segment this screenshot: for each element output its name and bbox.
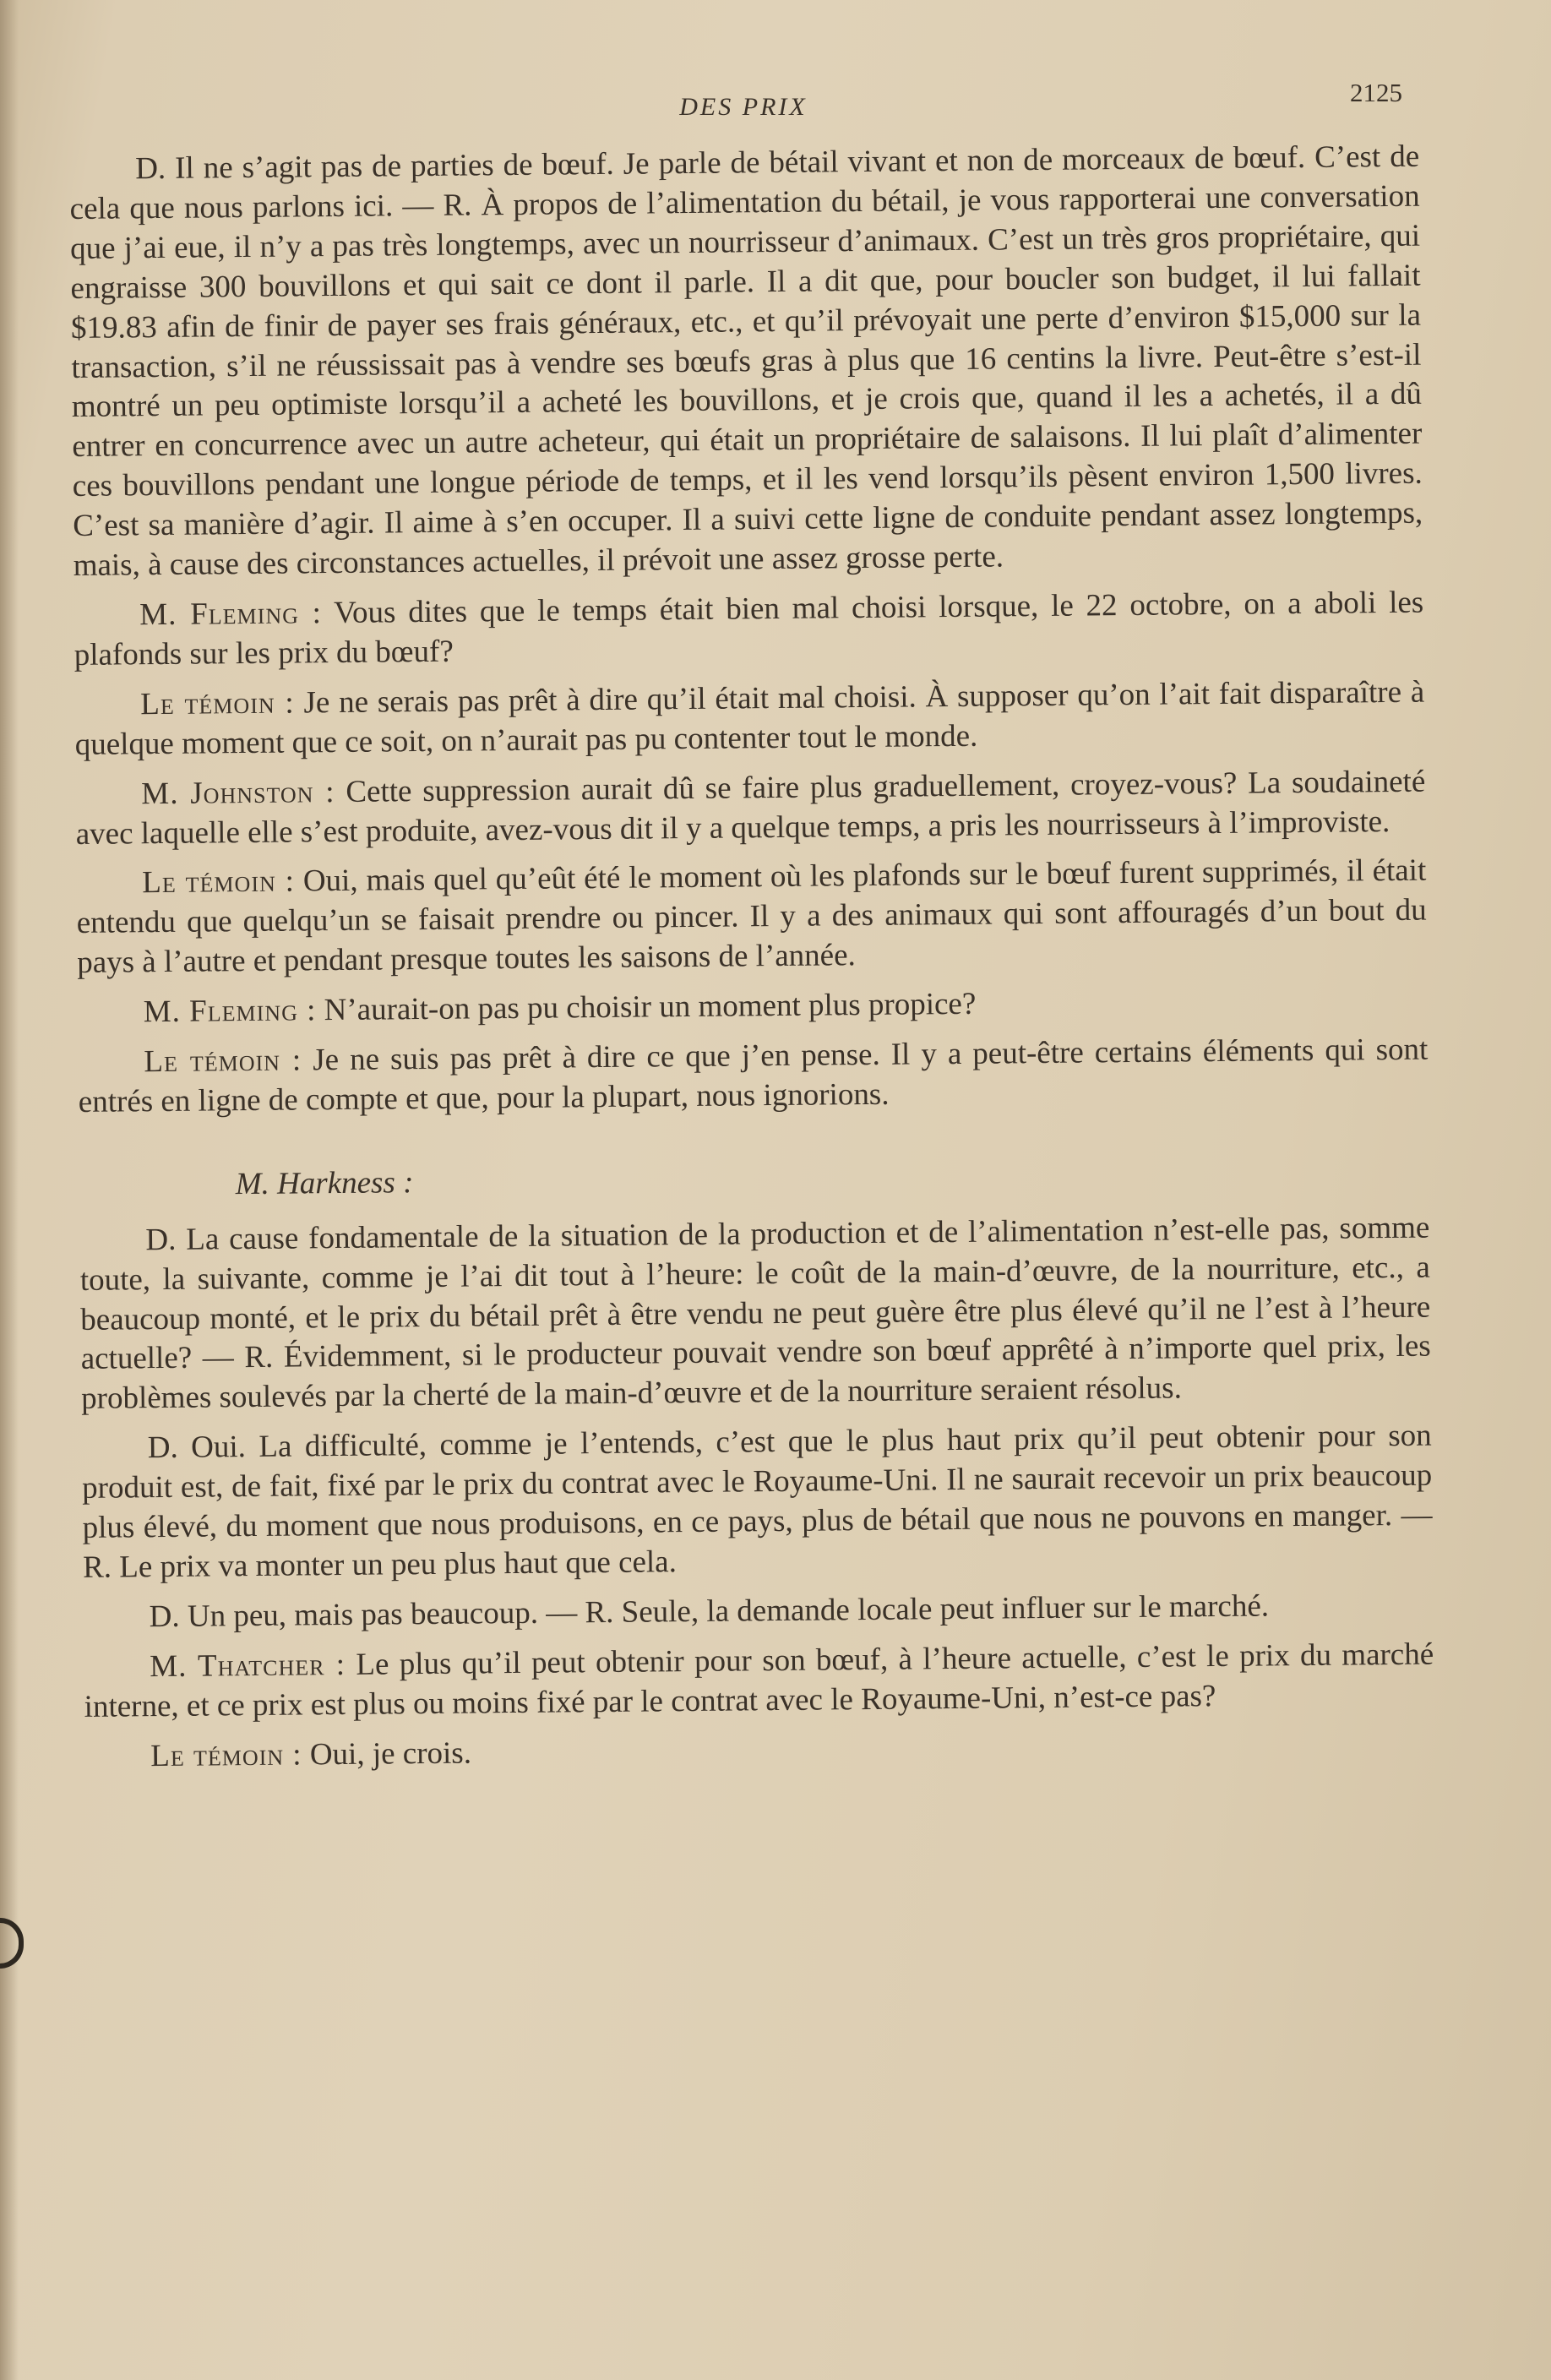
section-heading: M. Harkness : [235,1164,414,1202]
paragraph-text: Je ne serais pas prêt à dire qu’il était mal choisi. À supposer qu’on l’ait fait disparaître à quelque moment que ce soit, on n’aurait pas pu contenter tout le monde. [74,674,1425,762]
binding-hole-mark [0,1918,24,1969]
speaker-label: Le témoin : [144,1043,302,1080]
paragraph [83,1585,1433,1637]
paragraph-text: D. Il ne s’agit pas de parties de bœuf. Je parle de bétail vivant et non de morceaux de bœuf. C’est de cela que nous parlons ici. — R. À propos de l’alimentation du bétail, je vous rapporterai une conversation que j’ai eue, il n’y a pas très longtemps, avec un nourrisseur d’animaux. C’est un très gros propriétaire, qui engraisse 300 bouvillons et qui sait ce dont il parle. Il a dit que, pour boucler son budget, il lui fallait $19.83 afin de finir de payer ses frais généraux, etc., et qu’il prévoyait une perte d’environ $15,000 sur la transaction, s’il ne réussissait pas à vendre ses bœufs gras à plus que 16 centins la livre. Peut-être s’est-il montré un peu optimiste lorsqu’il a acheté les bouvillons, et je crois que, quand il les a achetés, il a dû entrer en concurrence avec un autre acheteur, qui était un propriétaire de salaisons. Il lui plaît d’alimenter ces bouvillons pendant une longue période de temps, et il les vend lorsqu’ils pèsent environ 1,500 livres. C’est sa manière d’agir. Il aime à s’en occuper. Il a suivi cette ligne de conduite pendant assez longtemps, mais, à cause des circonstances actuelles, il prévoit une assez grosse perte. [69,139,1423,584]
paragraph [73,584,1424,676]
speaker-label: M. Fleming : [143,993,317,1030]
paragraph-text: D. Oui. La difficulté, comme je l’entends, c’est que le plus haut prix qu’il peut obtenir pour son produit est, de fait, fixé par le prix du contrat avec le Royaume-Uni. Il ne saurait recevoir un prix beaucoup plus élevé, du moment que nous produisons, en ce pays, plus de bétail que nous ne pouvons en manger. — R. Le prix va monter un peu plus haut que cela. [82,1418,1433,1585]
paragraph [74,673,1425,765]
paragraph [75,762,1426,854]
paragraph-text: Le plus qu’il peut obtenir pour son bœuf, à l’heure actuelle, c’est le prix du marché interne, et ce prix est plus ou moins fixé par le contrat avec le Royaume-Uni, n’est-ce pas? [84,1637,1434,1724]
body-text [69,138,1435,1788]
speaker-label: M. Fleming : [139,596,323,633]
paragraph-text: D. Un peu, mais pas beaucoup. — R. Seule, la demande locale peut influer sur le marché. [149,1588,1270,1635]
speaker-label: Le témoin : [142,863,296,901]
speaker-label: M. Johnston : [141,774,335,811]
speaker-label: M. Thatcher : [150,1647,346,1684]
speaker-label: Le témoin : [140,685,295,722]
running-title: DES PRIX [679,93,808,121]
page-number: 2125 [1350,78,1402,107]
paragraph [76,852,1427,983]
paragraph [79,1208,1431,1419]
paragraph-text: Je ne suis pas prêt à dire ce que j’en pense. Il y a peut-être certains éléments qui sont entrés en ligne de compte et que, pour la plupart, nous ignorions. [78,1032,1429,1119]
binding-shadow [0,0,19,2380]
paragraph-text: Oui, mais quel qu’eût été le moment où les plafonds sur le bœuf furent supprimés, il était entendu que quelqu’un se faisait prendre ou pincer. Il y a des animaux qui sont affouragés d’un bout du pays à l’autre et pendant presque toutes les saisons de l’année. [76,853,1427,981]
paragraph-text: D. La cause fondamentale de la situation de la production et de l’alimentation n’est-elle pas, somme toute, la suivante, comme je l’ai dit tout à l’heure: le coût de la main-d’œuvre, de la nourriture, etc., a beaucoup monté, et le prix du bétail prêt à être vendu ne peut guère être plus élevé qu’il ne l’est à l’heure actuelle? — R. Évidemment, si le producteur pouvait vendre son bœuf apprêté à n’importe quel prix, les problèmes soulevés par la cherté de la main-d’œuvre et de la nourriture seraient résolus. [79,1210,1431,1417]
paragraph [84,1635,1434,1727]
paragraph-text: Vous dites que le temps était bien mal choisi lorsque, le 22 octobre, on a aboli les plafonds sur les prix du bœuf? [73,585,1424,673]
paragraph [82,1417,1434,1588]
speaker-label: Le témoin : [150,1737,302,1773]
paragraph-text: Oui, je crois. [309,1735,472,1772]
paragraph [78,981,1428,1033]
paragraph [78,1031,1429,1123]
paragraph [69,138,1423,586]
paragraph-text: N’aurait-on pas pu choisir un moment plus propice? [324,986,977,1028]
paragraph [84,1724,1434,1777]
paragraph-text: Cette suppression aurait dû se faire plus graduellement, croyez-vous? La soudaineté avec laquelle elle s’est produite, avez-vous dit il y a quelque temps, a pris les nourrisseurs à l’improviste. [75,764,1426,852]
